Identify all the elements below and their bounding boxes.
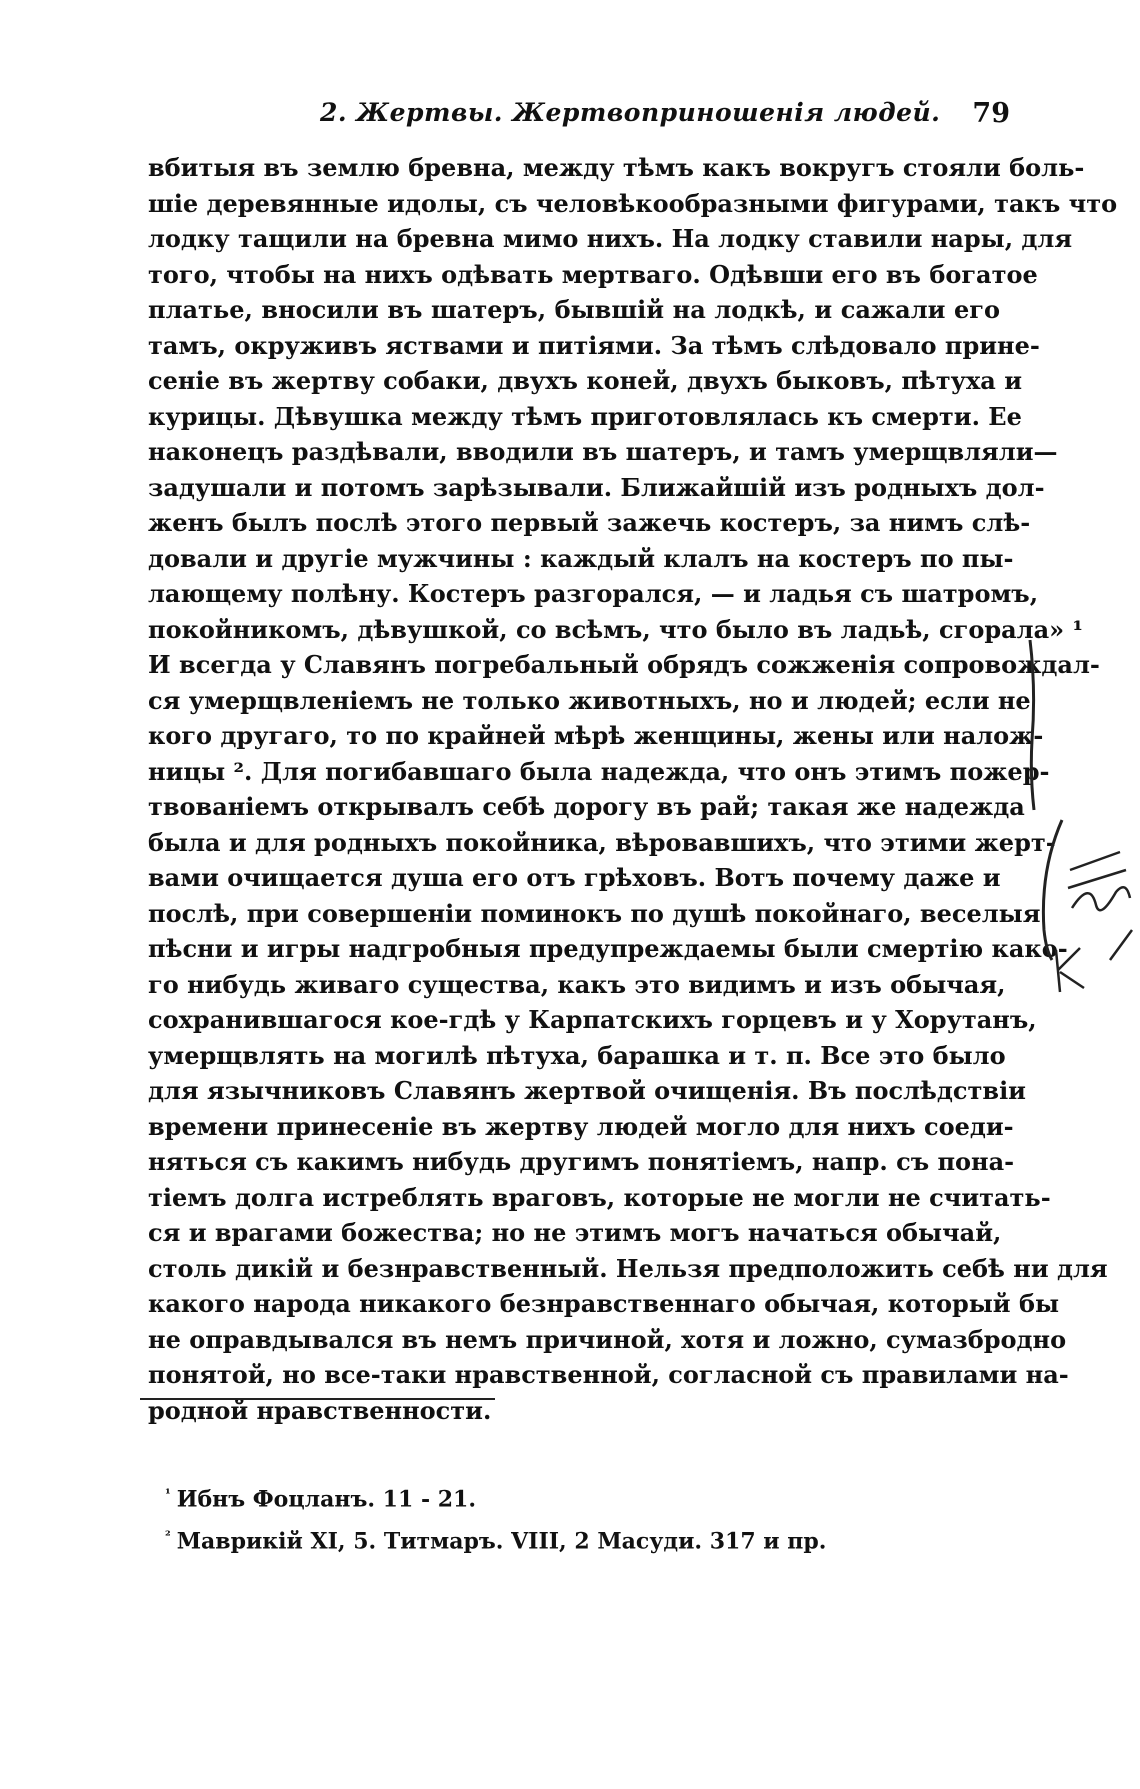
text-line: была и для родныхъ покойника, вѣровавшихъ, что этими жерт- — [148, 827, 1056, 857]
text-line: И всегда у Славянъ погребальный обрядъ сожженія сопровождал- — [148, 650, 1100, 679]
text-line: тамъ, окруживъ яствами и питіями. За тѣмъ слѣдовало прине- — [148, 330, 1040, 360]
footnote-text: Ибнъ Фоцланъ. 11 - 21. — [176, 1486, 477, 1513]
text-line: понятой, но все-таки нравственной, согласной съ правилами на- — [148, 1360, 1069, 1389]
text-line: наконецъ раздѣвали, вводили въ шатеръ, и тамъ умерщвляли— — [148, 437, 1058, 466]
margin-bracket-curve — [1043, 820, 1062, 960]
margin-scribble-1 — [1068, 852, 1126, 888]
text-line: тіемъ долга истреблять враговъ, которые не могли не считать- — [148, 1182, 1051, 1212]
text-line: родной нравственности. — [148, 1395, 492, 1425]
text-line: задушали и потомъ зарѣзывали. Ближайшій изъ родныхъ дол- — [148, 472, 1045, 502]
text-line: столь дикій и безнравственный. Нельзя предположить себѣ ни для — [148, 1253, 1108, 1283]
margin-bracket-line — [1030, 640, 1034, 810]
text-line: ся умерщвленіемъ не только животныхъ, но и людей; если не — [148, 685, 1031, 715]
margin-scribble-4 — [1056, 948, 1084, 992]
text-line: довали и другіе мужчины : каждый клалъ на костеръ по пы- — [148, 543, 1014, 573]
margin-scribble-3 — [1110, 930, 1132, 960]
footnote-marker: ² — [165, 1529, 171, 1544]
text-line: няться съ какимъ нибудь другимъ понятіемъ, напр. съ пона- — [148, 1147, 1015, 1176]
text-line: курицы. Дѣвушка между тѣмъ приготовлялась къ смерти. Ее — [148, 401, 1022, 431]
text-line: платье, вносили въ шатеръ, бывшій на лодкѣ, и сажали его — [148, 295, 1000, 324]
text-line: го нибудь живаго существа, какъ это видимъ и изъ обычая, — [148, 969, 1006, 999]
footnote-divider — [140, 1398, 495, 1400]
text-line: сеніе въ жертву собаки, двухъ коней, двухъ быковъ, пѣтуха и — [148, 366, 1023, 395]
text-line: сохранившагося кое-гдѣ у Карпатскихъ горцевъ и у Хорутанъ, — [148, 1005, 1037, 1034]
text-line: вами очищается душа его отъ грѣховъ. Вотъ почему даже и — [148, 863, 1001, 892]
text-line: не оправдывался въ немъ причиной, хотя и ложно, сумазбродно — [148, 1324, 1067, 1354]
text-line: умерщвлять на могилѣ пѣтуха, барашка и т. п. Все это было — [148, 1040, 1006, 1070]
text-line: ницы ². Для погибавшаго была надежда, что онъ этимъ пожер- — [148, 756, 1050, 786]
text-line: женъ былъ послѣ этого первый зажечь костеръ, за нимъ слѣ- — [148, 508, 1031, 537]
text-line: пѣсни и игры надгробныя предупреждаемы были смертію како- — [148, 934, 1068, 963]
page-number: 79 — [972, 98, 1010, 129]
footnote-marker: ¹ — [165, 1487, 171, 1502]
text-line: того, чтобы на нихъ одѣвать мертваго. Одѣвши его въ богатое — [148, 259, 1038, 289]
text-line: твованіемъ открывалъ себѣ дорогу въ рай; такая же надежда — [148, 792, 1025, 821]
text-line: послѣ, при совершеніи поминокъ по душѣ покойнаго, веселыя — [148, 898, 1041, 928]
footnotes — [165, 1474, 965, 1558]
running-title: 2. Жертвы. Жертвоприношенія людей. — [320, 98, 941, 127]
text-line: ся и врагами божества; но не этимъ могъ начаться обычай, — [148, 1218, 1002, 1247]
text-line: какого народа никакого безнравственнаго обычая, который бы — [148, 1289, 1060, 1318]
text-line: лающему полѣну. Костеръ разгорался, — и ладья съ шатромъ, — [148, 579, 1039, 608]
text-line: кого другаго, то по крайней мѣрѣ женщины, жены или налож- — [148, 721, 1044, 750]
text-line: шіе деревянные идолы, съ человѣкообразными фигурами, такъ что — [148, 188, 1118, 218]
text-line: времени принесеніе въ жертву людей могло для нихъ соеди- — [148, 1111, 1014, 1141]
text-line: покойникомъ, дѣвушкой, со всѣмъ, что было въ ладьѣ, сгорала» ¹ — [148, 614, 1083, 644]
handwritten-margin-marks — [1000, 630, 1140, 1010]
text-line: для язычниковъ Славянъ жертвой очищенія. Въ послѣдствіи — [148, 1076, 1026, 1105]
body-text — [148, 150, 1118, 1428]
text-line: лодку тащили на бревна мимо нихъ. На лодку ставили нары, для — [148, 224, 1073, 253]
margin-scribble-2 — [1072, 887, 1130, 910]
footnote-2 — [165, 1516, 965, 1558]
footnote-1 — [165, 1474, 965, 1516]
footnote-text: Маврикій XI, 5. Титмаръ. VIII, 2 Масуди. 317 и пр. — [176, 1528, 827, 1555]
text-line: вбитыя въ землю бревна, между тѣмъ какъ вокругъ стояли боль- — [148, 153, 1085, 182]
page-header — [320, 98, 1010, 138]
